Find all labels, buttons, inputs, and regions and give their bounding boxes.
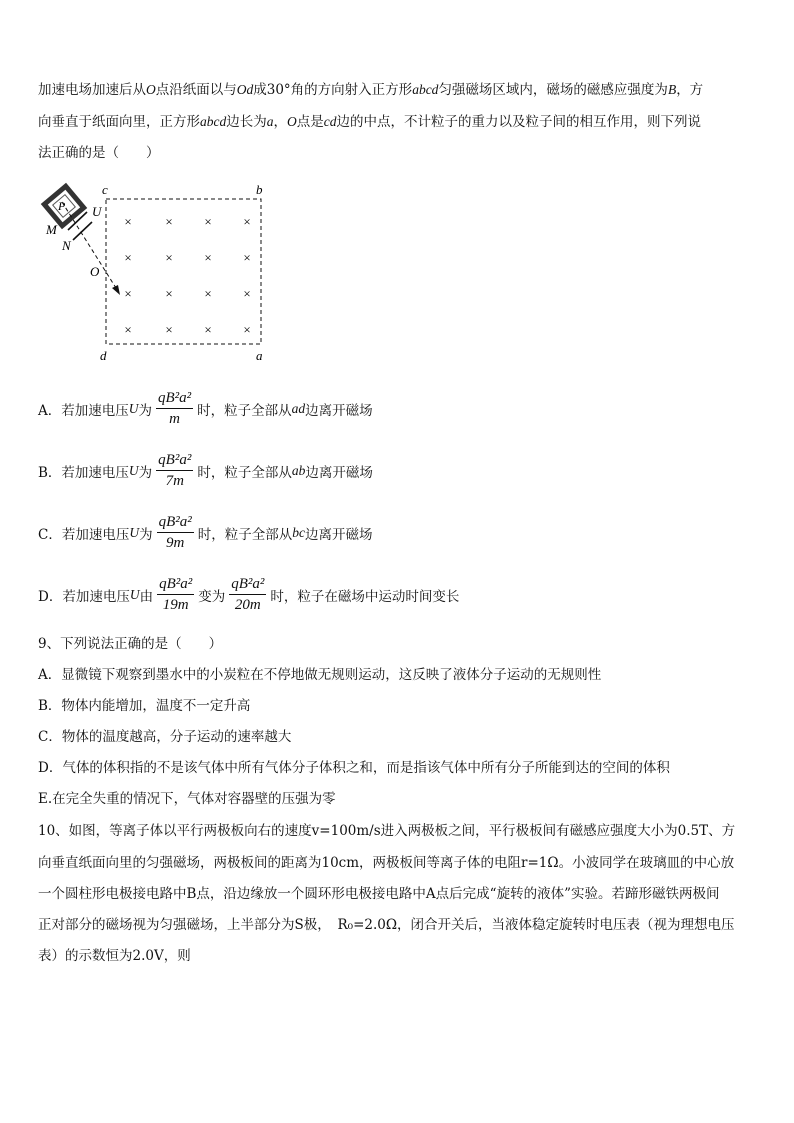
plate-N — [73, 222, 92, 240]
field-cross-icon: × — [204, 322, 212, 337]
field-cross-icon: × — [165, 322, 173, 337]
q10-line-5: 表）的示数恒为2.0V，则 — [38, 948, 191, 964]
field-cross-icon: × — [243, 286, 251, 301]
option-D: D．若加速电压 U 由 $\frac{\text{qB²a²}}{19m}$ 变为 $\frac{\text{qB²a²}}{20m}$ 时，粒子在磁场中运动时间变长 — [38, 576, 460, 613]
fraction-from: $\frac{\text{qB²a²}}{19m}$ — [159, 576, 193, 613]
label-M: M — [46, 222, 57, 237]
field-cross-icon: × — [165, 214, 173, 229]
label-O: O — [90, 264, 100, 279]
q9-option-A: A．显微镜下观察到墨水中的小炭粒在不停地做无规则运动，这反映了液体分子运动的无规则性 — [38, 667, 602, 683]
q9-stem: 9、下列说法正确的是（ ） — [38, 636, 223, 652]
field-cross-icon: × — [124, 214, 132, 229]
field-cross-icon: × — [124, 250, 132, 265]
label-b: b — [256, 182, 263, 197]
q9-option-E: E.在完全失重的情况下，气体对容器壁的压强为零 — [38, 791, 336, 807]
label-a: a — [256, 348, 263, 363]
field-cross-icon: × — [165, 286, 173, 301]
field-cross-icon: × — [204, 214, 212, 229]
q9-option-B: B．物体内能增加，温度不一定升高 — [38, 698, 251, 714]
magnetic-field-figure — [40, 182, 280, 368]
field-cross-icon: × — [243, 322, 251, 337]
field-cross-icon: × — [124, 322, 132, 337]
q8-stem-line-3: 法正确的是（ ） — [38, 145, 160, 161]
fraction: $\frac{\text{qB²a²}}{m}$ — [158, 390, 192, 427]
field-cross-icon: × — [204, 250, 212, 265]
q10-line-2: 向垂直纸面向里的匀强磁场，两极板间的距离为10cm，两极板间等离子体的电阻r=1Ω。小波同学在玻璃皿的中心放 — [38, 855, 735, 871]
q9-option-D: D．气体的体积指的不是该气体中所有气体分子体积之和，而是指该气体中所有分子所能到达的空间的体积 — [38, 760, 670, 776]
q8-stem-line-1: 加速电场加速后从O点沿纸面以与Od成30°角的方向射入正方形abcd匀强磁场区域内，磁场的磁感应强度为B，方 — [38, 82, 704, 98]
q10-line-1: 10、如图，等离子体以平行两极板向右的速度v=100m/s进入两极板之间，平行极板间有磁感应强度大小为0.5T、方 — [38, 823, 736, 839]
field-cross-icon: × — [204, 286, 212, 301]
option-C: C．若加速电压 U 为 $\frac{\text{qB²a²}}{9m}$ 时，粒子全部从 bc 边离开磁场 — [38, 514, 373, 551]
q9-option-C: C．物体的温度越高，分子运动的速率越大 — [38, 729, 292, 745]
field-cross-icon: × — [124, 286, 132, 301]
field-cross-icon: × — [243, 214, 251, 229]
fraction: $\frac{\text{qB²a²}}{9m}$ — [158, 514, 192, 551]
label-c: c — [102, 182, 108, 197]
q8-stem-line-2: 向垂直于纸面向里，正方形abcd边长为a，O点是cd边的中点，不计粒子的重力以及粒子间的相互作用，则下列说 — [38, 114, 701, 130]
fraction-to: $\frac{\text{qB²a²}}{20m}$ — [231, 576, 265, 613]
q10-line-4: 正对部分的磁场视为匀强磁场，上半部分为S极， R₀=2.0Ω，闭合开关后，当液体稳定旋转时电压表（视为理想电压 — [38, 917, 735, 933]
option-A: A．若加速电压 U 为 $\frac{\text{qB²a²}}{m}$ 时，粒子全部从 ad 边离开磁场 — [38, 390, 373, 427]
q10-line-3: 一个圆柱形电极接电路中B点，沿边缘放一个圆环形电极接电路中A点后完成“旋转的液体”实验。若蹄形磁铁两极间 — [38, 886, 720, 902]
field-crosses — [124, 214, 250, 337]
label-U: U — [92, 204, 102, 219]
field-cross-icon: × — [165, 250, 173, 265]
label-P: P — [58, 199, 66, 213]
option-B: B．若加速电压 U 为 $\frac{\text{qB²a²}}{7m}$ 时，粒子全部从 ab 边离开磁场 — [38, 452, 373, 489]
label-d: d — [100, 348, 107, 363]
particle-arrow-icon — [112, 285, 120, 295]
field-cross-icon: × — [243, 250, 251, 265]
fraction: $\frac{\text{qB²a²}}{7m}$ — [158, 452, 192, 489]
label-N: N — [62, 238, 71, 253]
